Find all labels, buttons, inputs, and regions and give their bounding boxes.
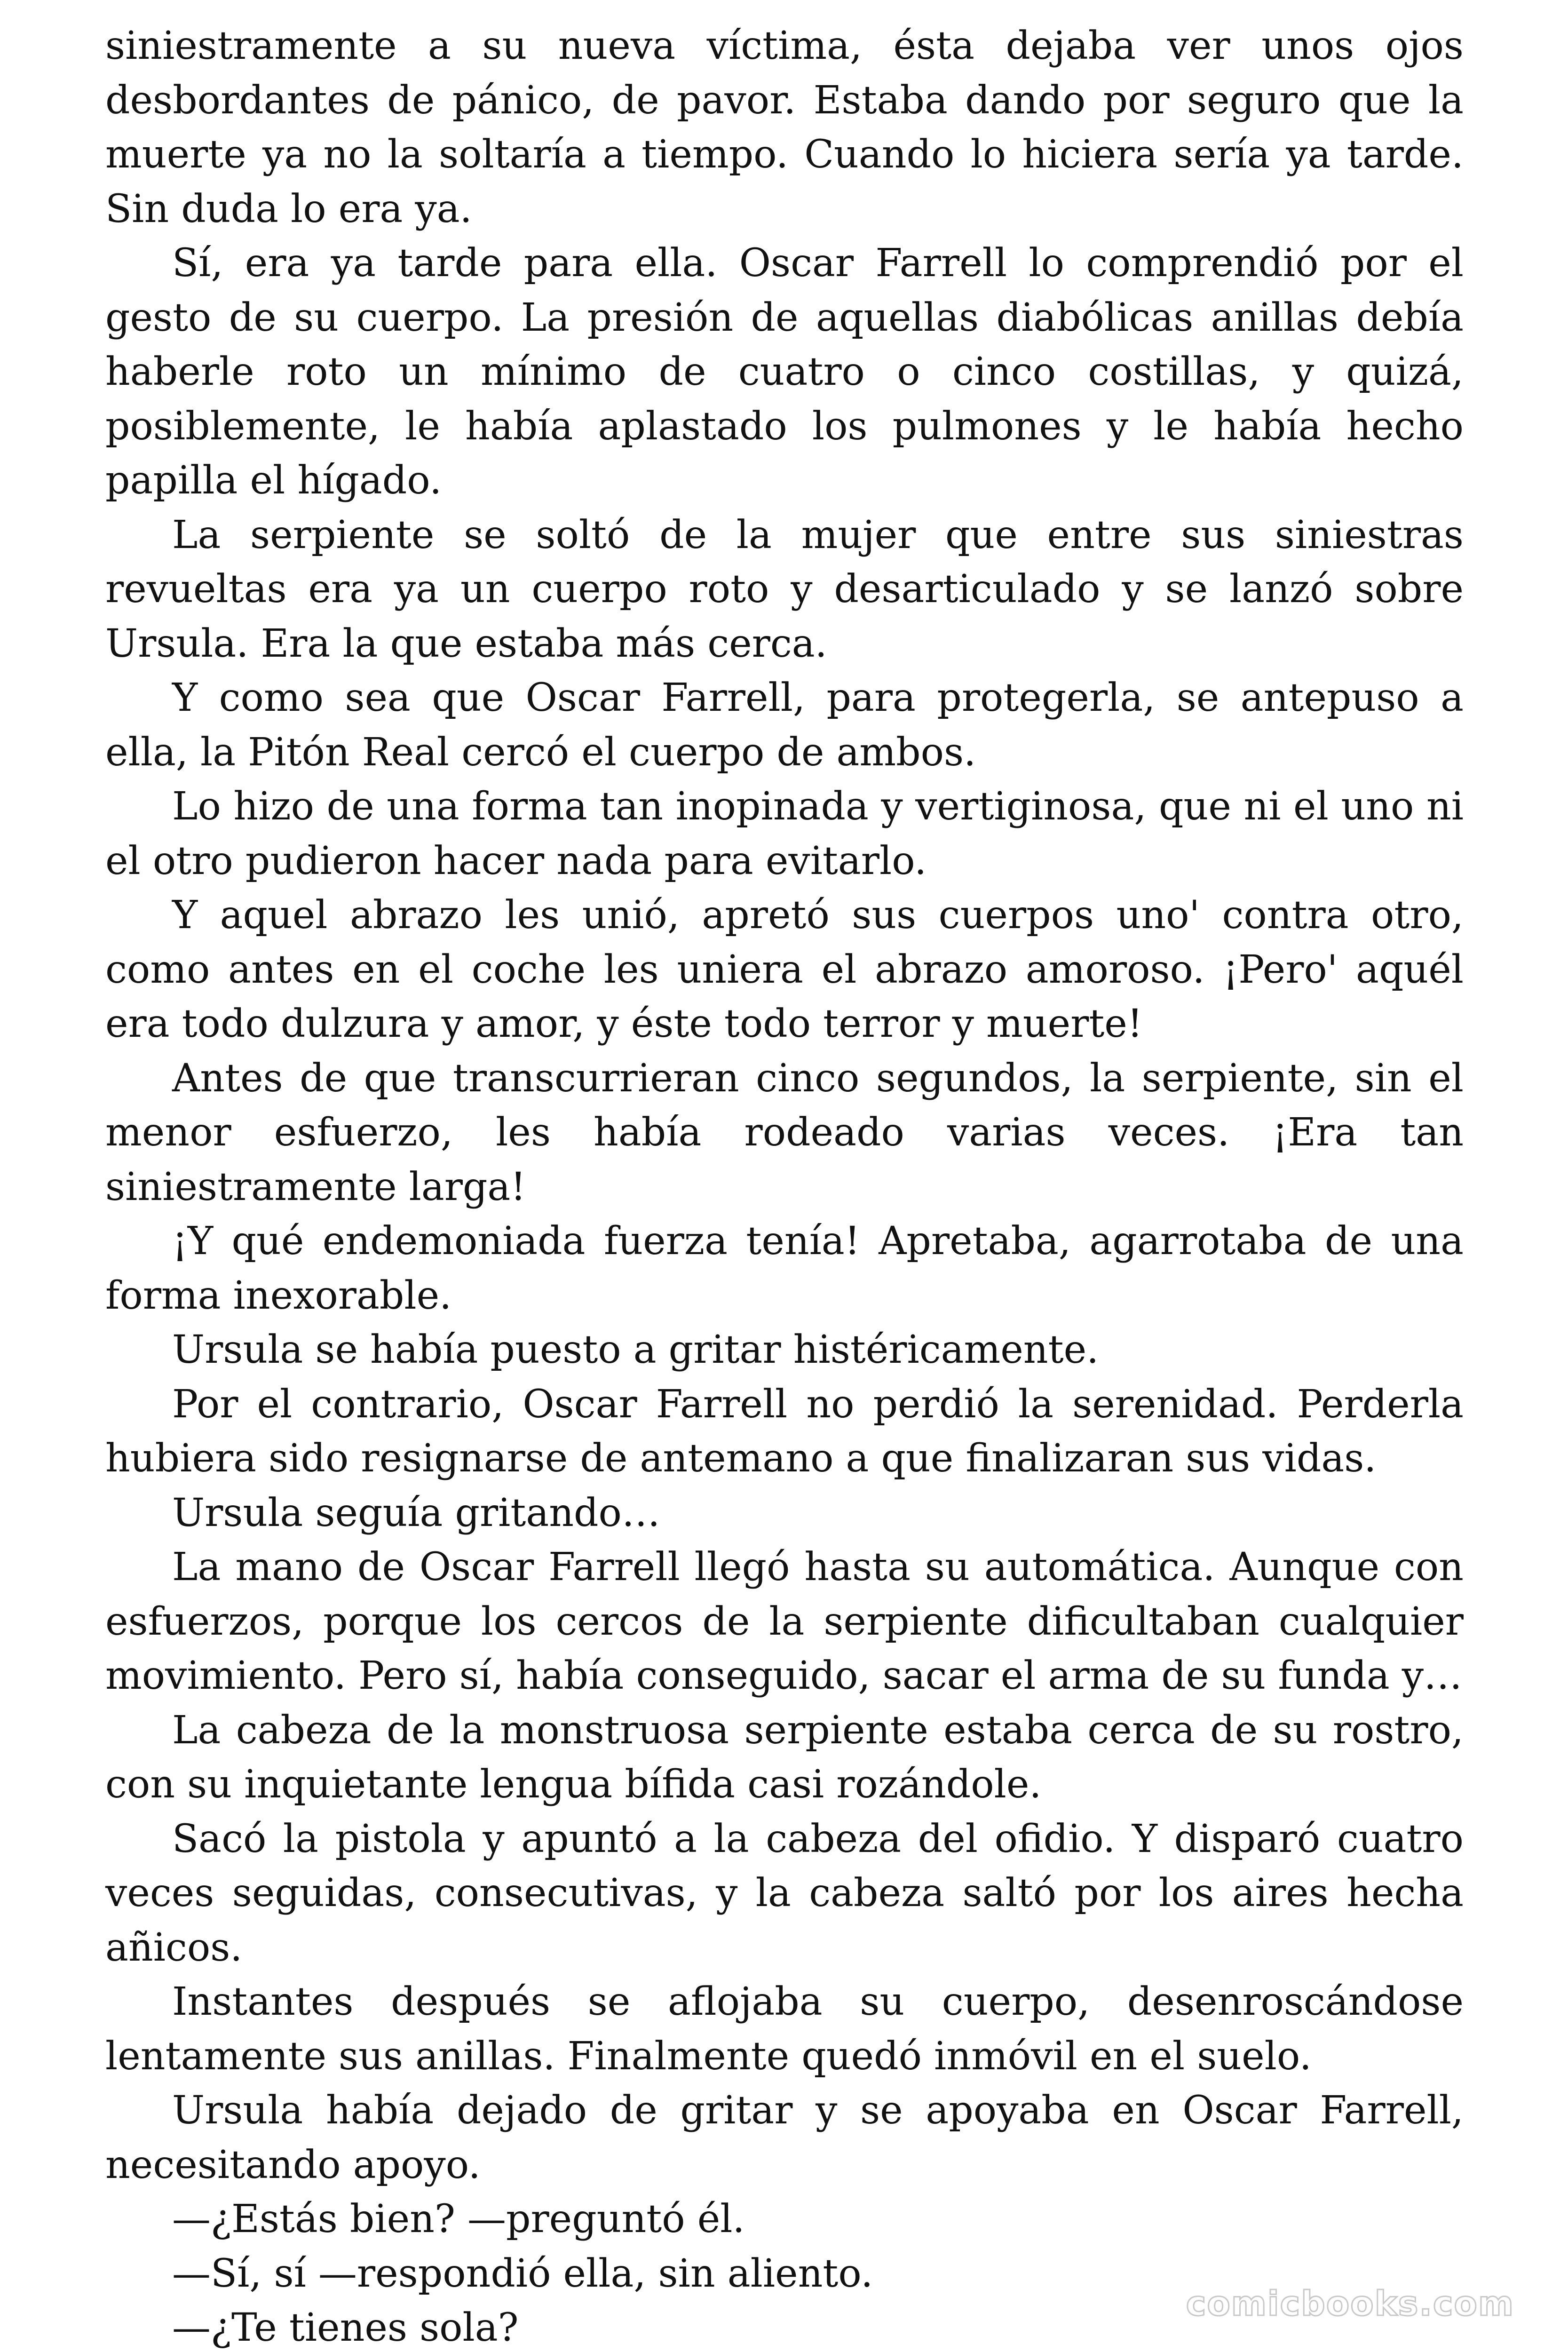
paragraph-5: Lo hizo de una forma tan inopinada y vertiginosa, que ni el uno ni el otro pudieron hacer nada para evitarlo. — [105, 784, 1464, 883]
watermark: comicbooks.com — [1186, 2284, 1514, 2323]
paragraph-15: Instantes después se aflojaba su cuerpo, desenroscándose lentamente sus anillas. Finalmente quedó inmóvil en el suelo. — [105, 1979, 1464, 2079]
paragraph-6: Y aquel abrazo les unió, apretó sus cuerpos uno' contra otro, como antes en el coche les uniera el abrazo amoroso. ¡Pero' aquél era todo dulzura y amor, y éste todo terror y muerte! — [105, 893, 1464, 1046]
paragraph-13: La cabeza de la monstruosa serpiente estaba cerca de su rostro, con su inquietante lengua bífida casi rozándole. — [105, 1708, 1464, 1807]
paragraph-11: Ursula seguía gritando… — [172, 1490, 660, 1535]
paragraph-4: Y como sea que Oscar Farrell, para protegerla, se antepuso a ella, la Pitón Real cercó el cuerpo de ambos. — [105, 675, 1464, 775]
paragraph-8: ¡Y qué endemoniada fuerza tenía! Apretaba, agarrotaba de una forma inexorable. — [105, 1219, 1464, 1318]
dialogue-line-1: —¿Estás bien? —preguntó él. — [172, 2197, 745, 2241]
paragraph-10: Por el contrario, Oscar Farrell no perdió la serenidad. Perderla hubiera sido resignarse de antemano a que finalizaran sus vidas. — [105, 1382, 1464, 1481]
paragraph-7: Antes de que transcurrieran cinco segundos, la serpiente, sin el menor esfuerzo, les había rodeado varias veces. ¡Era tan siniestramente larga! — [105, 1056, 1464, 1209]
paragraph-9: Ursula se había puesto a gritar histéricamente. — [172, 1327, 1099, 1372]
paragraph-12: La mano de Oscar Farrell llegó hasta su automática. Aunque con esfuerzos, porque los cercos de la serpiente dificultaban cualquier movimiento. Pero sí, había conseguido, sacar el arma de su funda y… — [105, 1545, 1464, 1698]
paragraph-1: siniestramente a su nueva víctima, ésta dejaba ver unos ojos desbordantes de pánico, de pavor. Estaba dando por seguro que la muerte ya no la soltaría a tiempo. Cuando lo hiciera sería ya tarde. Sin duda lo era ya. — [105, 24, 1464, 231]
paragraph-3: La serpiente se soltó de la mujer que entre sus siniestras revueltas era ya un cuerpo roto y desarticulado y se lanzó sobre Ursula. Era la que estaba más cerca. — [105, 512, 1464, 666]
paragraph-2: Sí, era ya tarde para ella. Oscar Farrell lo comprendió por el gesto de su cuerpo. La presión de aquellas diabólicas anillas debía haberle roto un mínimo de cuatro o cinco costillas, y quizá, posiblemente, le había aplastado los pulmones y le había hecho papilla el hígado. — [105, 241, 1464, 503]
dialogue-line-2: —Sí, sí —respondió ella, sin aliento. — [172, 2251, 873, 2296]
dialogue-line-3: —¿Te tienes sola? — [172, 2305, 519, 2350]
book-page-text — [105, 19, 1464, 2352]
paragraph-14: Sacó la pistola y apuntó a la cabeza del ofidio. Y disparó cuatro veces seguidas, consecutivas, y la cabeza saltó por los aires hecha añicos. — [105, 1816, 1464, 1970]
paragraph-16: Ursula había dejado de gritar y se apoyaba en Oscar Farrell, necesitando apoyo. — [105, 2088, 1464, 2187]
